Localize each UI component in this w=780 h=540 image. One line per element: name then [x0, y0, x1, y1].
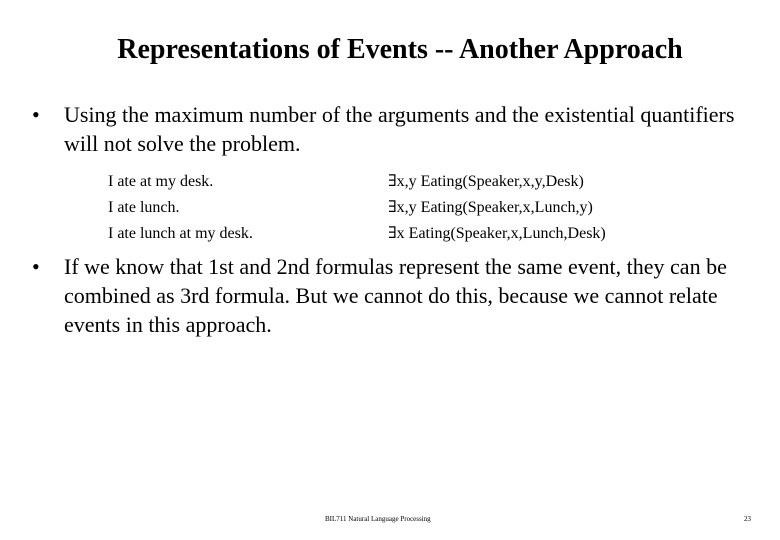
example-sentence: I ate lunch at my desk.	[108, 225, 253, 242]
example-row	[0, 169, 780, 195]
bullet-text: If we know that 1st and 2nd formulas represent the same event, they can be combined as 3rd formula. But we cannot do this, because we cannot relate events in this approach.	[64, 254, 727, 337]
example-formula: ∃x,y Eating(Speaker,x,y,Desk)	[388, 173, 584, 190]
bullet-text: Using the maximum number of the arguments and the existential quantifiers will not solve the problem.	[64, 102, 735, 156]
bullet-point	[32, 252, 757, 339]
example-row	[0, 195, 780, 221]
slide-title: Representations of Events -- Another Approach	[117, 34, 683, 65]
example-list	[0, 169, 780, 247]
bullet-marker: •	[32, 254, 40, 279]
page-number: 23	[744, 515, 751, 523]
example-formula: ∃x,y Eating(Speaker,x,Lunch,y)	[388, 199, 593, 216]
bullet-marker: •	[32, 102, 40, 127]
example-sentence: I ate lunch.	[108, 199, 180, 216]
example-sentence: I ate at my desk.	[108, 173, 214, 190]
footer-course-name: BIL711 Natural Language Processing	[325, 515, 431, 523]
bullet-point	[32, 100, 757, 158]
example-formula: ∃x Eating(Speaker,x,Lunch,Desk)	[388, 225, 606, 242]
example-row	[0, 221, 780, 247]
